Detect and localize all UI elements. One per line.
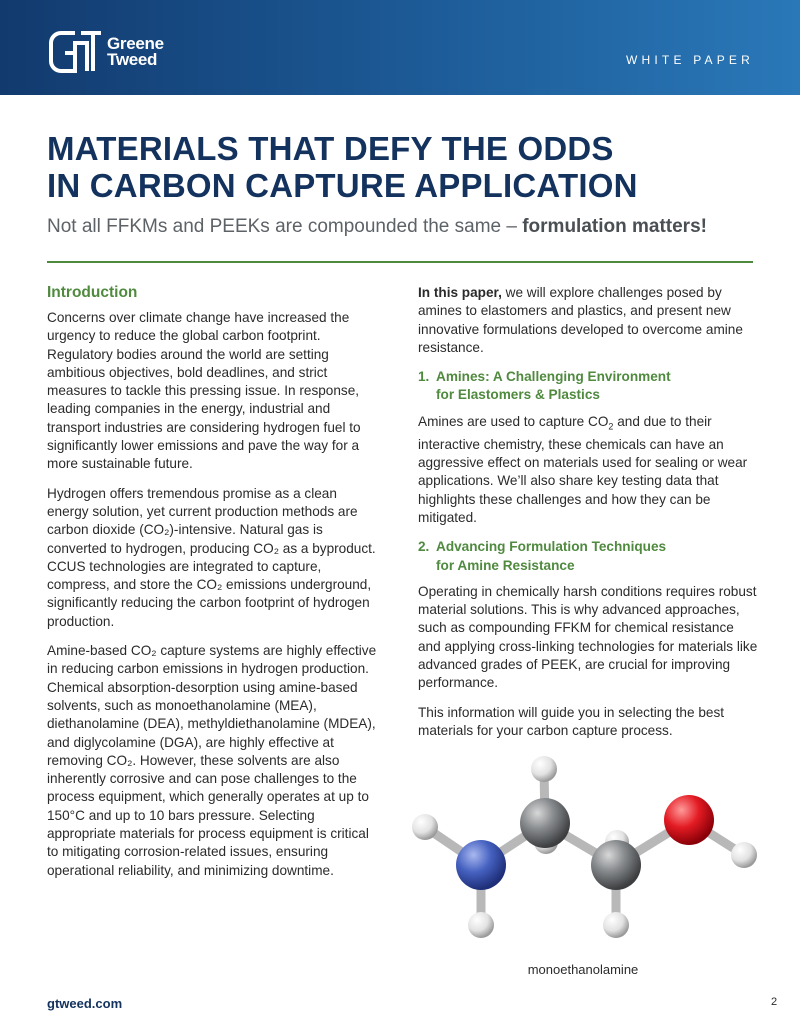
header-banner [0, 0, 800, 95]
closing-paragraph: This information will guide you in selecting the best materials for your carbon capture process. [418, 704, 725, 738]
figure-caption: monoethanolamine [527, 962, 639, 977]
logo-wordmark [107, 36, 164, 68]
logo-word-tweed: Tweed [107, 50, 158, 69]
oxygen-atom [664, 795, 714, 845]
overview-lead: In this paper, [418, 285, 502, 300]
intro-paragraph-2: Hydrogen offers tremendous promise as a clean energy solution, yet current production methods are carbon dioxide (CO₂)-intensive. Natural gas is converted to hydrogen, producing CO₂ as a byproduct. CCUS technologies are integrated to capture, compress, and store the CO₂ emissions underground, significantly reducing the carbon footprint of hydrogen production. [47, 485, 376, 629]
overview-text: we will explore challenges posed by amines to elastomers and plastics, and present new innovative formulations developed to overcome amine resistance. [418, 285, 743, 355]
section-2-heading [418, 538, 758, 575]
subtitle-emphasis: formulation matters! [522, 216, 707, 237]
carbon-atom [591, 840, 641, 890]
title-line-2: IN CARBON CAPTURE APPLICATION [47, 167, 638, 204]
intro-paragraph-3: Amine-based CO₂ capture systems are highly effective in reducing carbon emissions in hydrogen production. Chemical absorption-desorption using amine-based solvents, such as monoethanolamine (MEA), diethanolamine (DEA), methyldiethanolamine (MDEA), and diglycolamine (DGA), are highly effective at removing CO₂. However, these solvents are also inherently corrosive and can pose challenges to the process equipment, which generally operates at up to 150°C and up to 10 bars pressure. Selecting appropriate materials for process equipment is critical to mitigating corrosion-related issues, ensuring operational reliability, and minimizing downtime. [47, 643, 377, 878]
section-1-paragraph [418, 413, 758, 528]
section-1-number: 1. [418, 369, 430, 385]
paper-overview-paragraph [418, 284, 758, 357]
footer-website-link[interactable]: gtweed.com [47, 996, 123, 1011]
left-column [47, 284, 379, 891]
section-2-title-line-1: Advancing Formulation Techniques [436, 539, 667, 555]
intro-paragraph-1: Concerns over climate change have increased the urgency to reduce the global carbon footprint. Regulatory bodies around the world are setting ambitious objectives, bold deadlines, and strict measures to tackle this pressing issue. In response, leading companies in the energy, industrial and transport industries are considering hydrogen fuel to significantly lower emissions and pave the way for a more sustainable future. [47, 310, 361, 472]
section-1-title-line-2: for Elastomers & Plastics [436, 387, 600, 403]
page-title [47, 130, 767, 204]
section-1-text-a: Amines are used to capture CO [418, 413, 609, 429]
section-1-text-b: and due to their interactive chemistry, these chemicals can have an aggressive effect on materials used for sealing or wear applications. We’ll also share key testing data that highlights these challenges and how they can be mitigated. [418, 413, 748, 525]
carbon-atom [520, 798, 570, 848]
section-2-paragraph: Operating in chemically harsh conditions requires robust material solutions. This is why advanced approaches, such as compounding FFKM for chemical resistance and applying cross-linking technologies for materials like advanced grades of PEEK, are crucial for improving performance. [418, 583, 758, 691]
page-subtitle [47, 214, 767, 240]
hydrogen-atom [468, 912, 494, 938]
introduction-heading: Introduction [47, 284, 138, 301]
section-1-title [436, 368, 671, 405]
title-divider [47, 261, 753, 263]
title-line-1: MATERIALS THAT DEFY THE ODDS [47, 130, 614, 167]
hydrogen-atom [412, 814, 438, 840]
document-type-label: WHITE PAPER [626, 53, 754, 67]
section-2-number: 2. [418, 539, 430, 555]
section-2-title-line-2: for Amine Resistance [436, 557, 575, 573]
hydrogen-atom [531, 756, 557, 782]
gt-logo-icon [47, 29, 105, 75]
section-1-heading [418, 368, 758, 405]
co2-subscript: 2 [608, 421, 614, 432]
greene-tweed-logo[interactable] [47, 29, 164, 75]
hydrogen-atom [603, 912, 629, 938]
right-column [418, 284, 758, 751]
section-2-title [436, 538, 666, 575]
page-number: 2 [771, 996, 778, 1008]
section-1-title-line-1: Amines: A Challenging Environment [436, 369, 671, 385]
logo-word-greene: Greene [107, 34, 164, 53]
nitrogen-atom [456, 840, 506, 890]
subtitle-text: Not all FFKMs and PEEKs are compounded the same – [47, 216, 523, 237]
hydrogen-atom [731, 842, 757, 868]
monoethanolamine-molecule-illustration [405, 750, 765, 960]
